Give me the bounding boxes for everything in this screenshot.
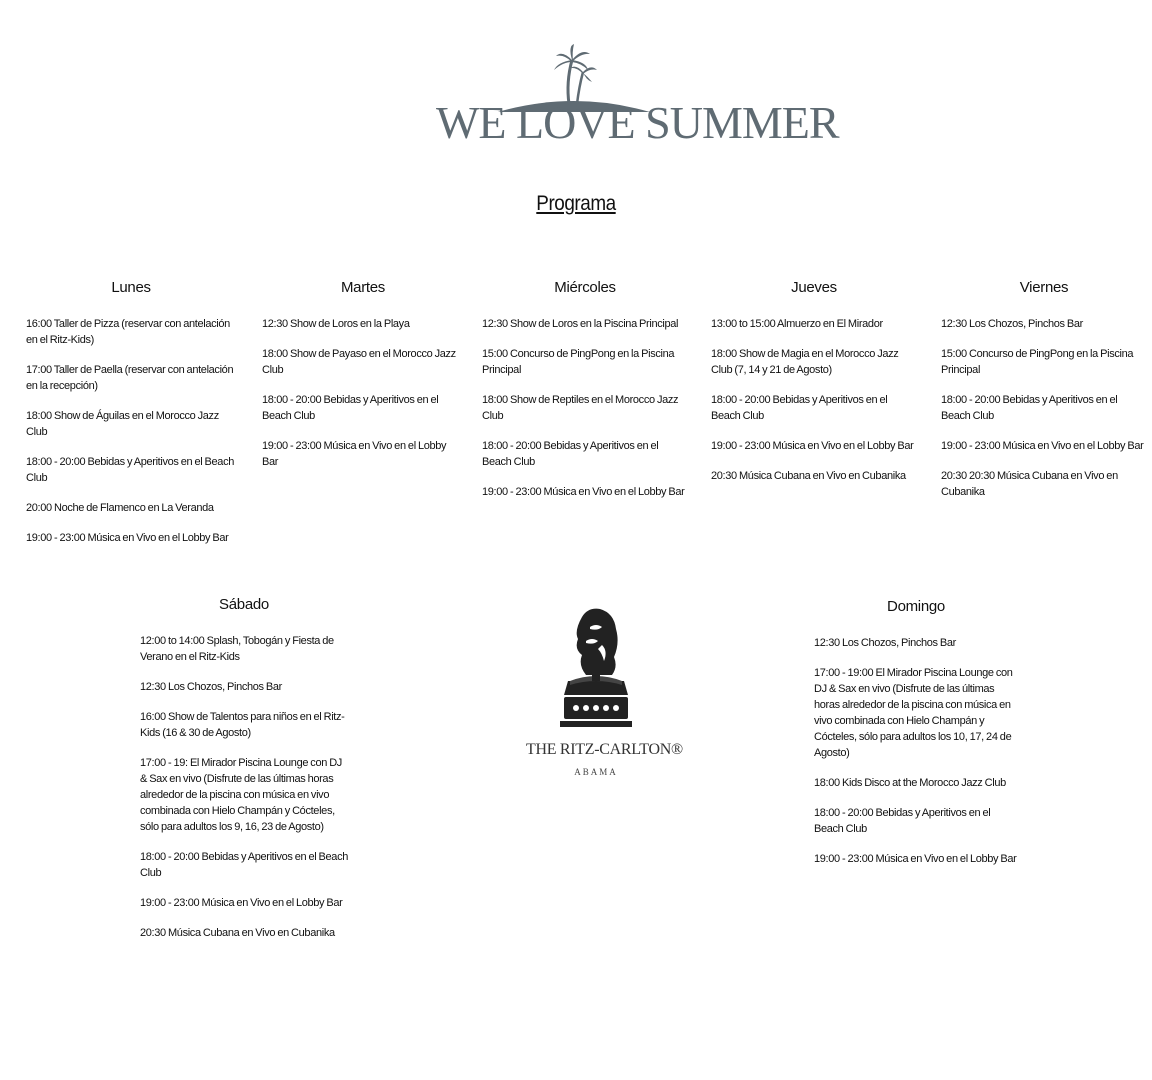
event-item: 18:00 - 20:00 Bebidas y Aperitivos en el Beach Club <box>262 394 439 422</box>
lion-crown-icon <box>526 605 666 739</box>
event-item: 20:30 Música Cubana en Vivo en Cubanika <box>711 470 906 482</box>
event-item: 12:30 Los Chozos, Pinchos Bar <box>941 318 1083 330</box>
event-item: 19:00 - 23:00 Música en Vivo en el Lobby Bar <box>26 532 229 544</box>
event-item: 12:30 Los Chozos, Pinchos Bar <box>814 637 956 649</box>
event-item: 19:00 - 23:00 Música en Vivo en el Lobby Bar <box>941 440 1144 452</box>
day-domingo <box>814 598 1018 881</box>
event-item: 17:00 - 19: El Mirador Piscina Lounge con DJ & Sax en vivo (Disfrute de las últimas horas alrededor de la piscina con música en vivo combinada con Hielo Champán y Cócteles, sólo para adultos los 9, 16, 23 de Agosto) <box>140 757 342 833</box>
ritz-carlton-logo <box>526 605 683 795</box>
event-item: 18:00 - 20:00 Bebidas y Aperitivos en el Beach Club <box>941 394 1118 422</box>
event-item: 12:00 to 14:00 Splash, Tobogán y Fiesta de Verano en el Ritz-Kids <box>140 635 334 663</box>
event-item: 18:00 - 20:00 Bebidas y Aperitivos en el Beach Club <box>26 456 234 484</box>
event-item: 12:30 Show de Loros en la Piscina Principal <box>482 318 679 330</box>
event-item: 17:00 - 19:00 El Mirador Piscina Lounge con DJ & Sax en vivo (Disfrute de las últimas horas alrededor de la piscina con música en vivo combinada con Hielo Champán y Cócteles, sólo para adultos los 10, 17, 24 de Agosto) <box>814 667 1013 759</box>
logo-title: WE LOVE SUMMER <box>436 97 839 148</box>
event-item: 16:00 Taller de Pizza (reservar con antelación en el Ritz-Kids) <box>26 318 230 346</box>
day-title: Jueves <box>791 279 837 296</box>
event-item: 16:00 Show de Talentos para niños en el Ritz-Kids (16 & 30 de Agosto) <box>140 711 345 739</box>
we-love-summer-logo <box>436 42 839 160</box>
day-title: Lunes <box>111 279 151 296</box>
event-item: 18:00 Show de Águilas en el Morocco Jazz Club <box>26 410 219 438</box>
ritz-carlton-location: ABAMA <box>574 767 618 777</box>
event-item: 13:00 to 15:00 Almuerzo en El Mirador <box>711 318 883 330</box>
event-item: 17:00 Taller de Paella (reservar con antelación en la recepción) <box>26 364 234 392</box>
event-item: 18:00 Show de Magia en el Morocco Jazz Club (7, 14 y 21 de Agosto) <box>711 348 899 376</box>
day-title: Viernes <box>1019 279 1069 296</box>
event-item: 15:00 Concurso de PingPong en la Piscina Principal <box>482 348 675 376</box>
day-title: Sábado <box>219 596 269 613</box>
day-miercoles <box>482 279 688 514</box>
day-lunes <box>26 279 236 560</box>
event-item: 19:00 - 23:00 Música en Vivo en el Lobby Bar <box>140 897 343 909</box>
day-jueves <box>711 279 917 498</box>
event-item: 20:30 20:30 Música Cubana en Vivo en Cubanika <box>941 470 1118 498</box>
day-title: Martes <box>340 279 386 296</box>
ritz-carlton-name: THE RITZ-CARLTON® <box>526 741 683 758</box>
event-item: 20:30 Música Cubana en Vivo en Cubanika <box>140 927 335 939</box>
event-item: 18:00 Show de Reptiles en el Morocco Jazz Club <box>482 394 679 422</box>
event-item: 20:00 Noche de Flamenco en La Veranda <box>26 502 214 514</box>
event-item: 19:00 - 23:00 Música en Vivo en el Lobby Bar <box>814 853 1017 865</box>
event-item: 12:30 Los Chozos, Pinchos Bar <box>140 681 282 693</box>
event-item: 12:30 Show de Loros en la Playa <box>262 318 410 330</box>
event-item: 18:00 Show de Payaso en el Morocco Jazz Club <box>262 348 456 376</box>
event-item: 18:00 - 20:00 Bebidas y Aperitivos en el Beach Club <box>711 394 888 422</box>
event-item: 15:00 Concurso de PingPong en la Piscina Principal <box>941 348 1134 376</box>
event-item: 18:00 Kids Disco at the Morocco Jazz Club <box>814 777 1006 789</box>
event-item: 19:00 - 23:00 Música en Vivo en el Lobby Bar <box>482 486 685 498</box>
day-martes <box>262 279 464 484</box>
event-item: 18:00 - 20:00 Bebidas y Aperitivos en el Beach Club <box>482 440 659 468</box>
page-title: Programa <box>536 192 616 215</box>
event-item: 18:00 - 20:00 Bebidas y Aperitivos en el Beach Club <box>814 807 991 835</box>
day-viernes <box>941 279 1147 514</box>
day-title: Domingo <box>887 598 945 615</box>
day-sabado <box>140 596 348 955</box>
day-title: Miércoles <box>554 279 616 296</box>
event-item: 19:00 - 23:00 Música en Vivo en el Lobby Bar <box>262 440 447 468</box>
event-item: 19:00 - 23:00 Música en Vivo en el Lobby Bar <box>711 440 914 452</box>
event-item: 18:00 - 20:00 Bebidas y Aperitivos en el Beach Club <box>140 851 348 879</box>
